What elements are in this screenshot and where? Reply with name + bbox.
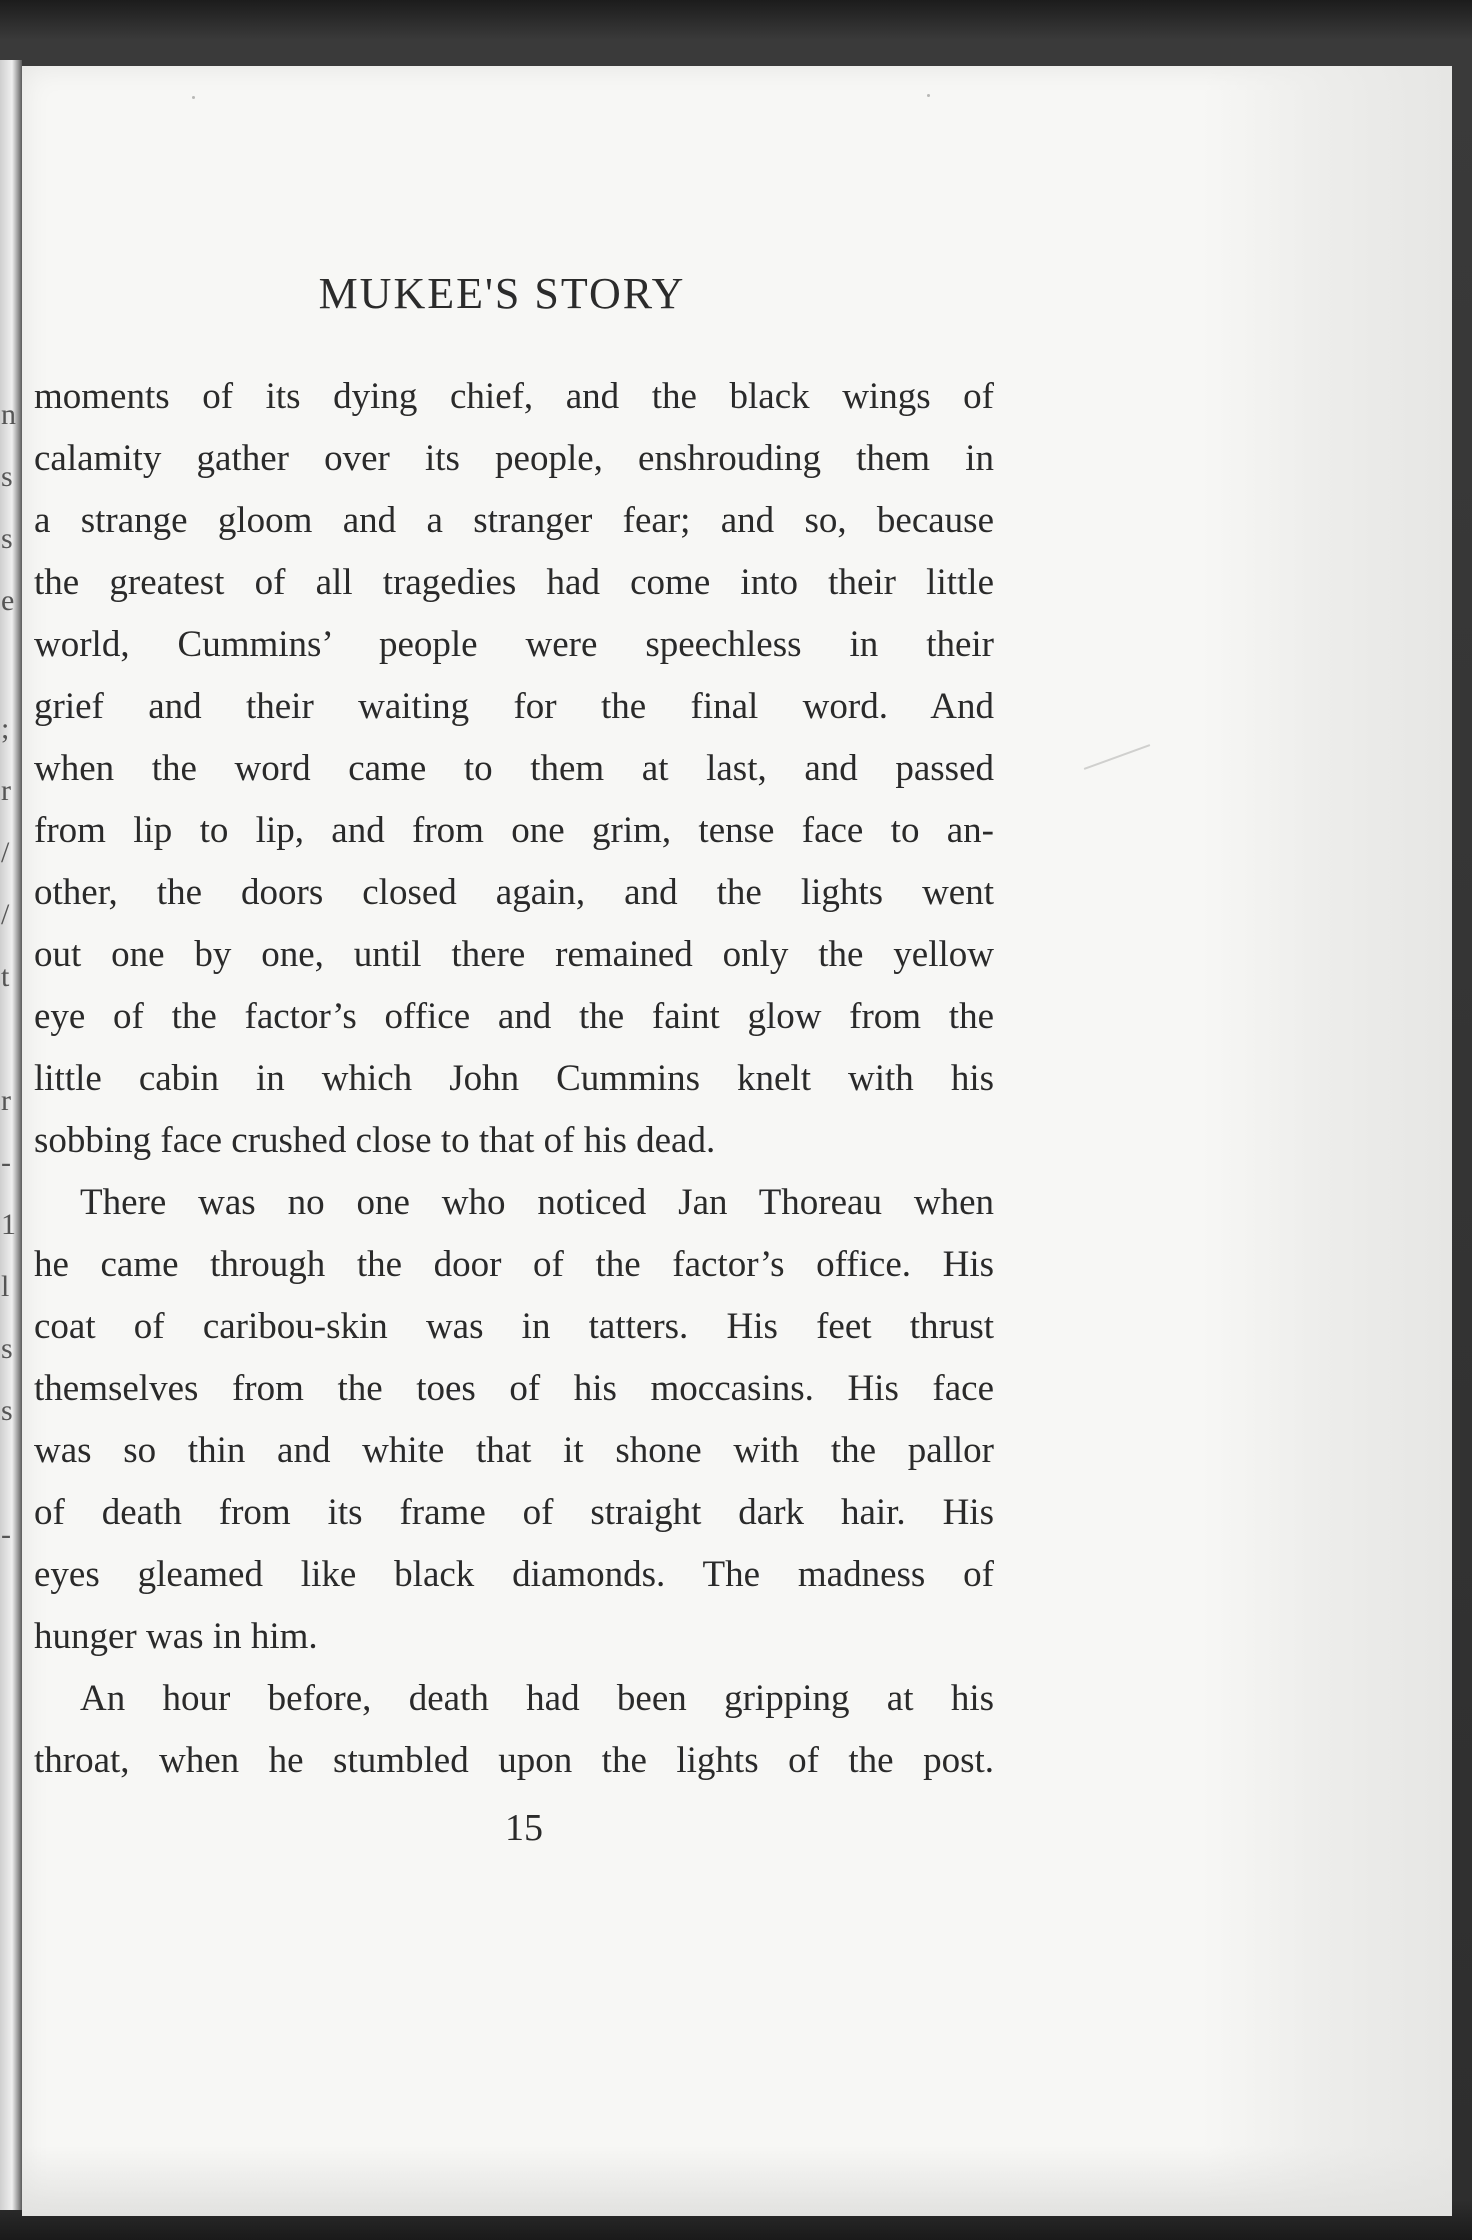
text-line: when the word came to them at last, and passed — [34, 748, 994, 789]
text-line: he came through the door of the factor’s office. His — [34, 1244, 994, 1285]
text-line: a strange gloom and a stranger fear; and so, because — [34, 500, 994, 541]
margin-letter-fragment: ; — [1, 712, 10, 745]
margin-letter-fragment: r — [1, 1084, 11, 1117]
margin-letter-fragment: s — [1, 1332, 13, 1365]
running-head: MUKEE'S STORY — [318, 269, 686, 318]
text-line: coat of caribou-skin was in tatters. His feet thrust — [34, 1306, 994, 1347]
margin-letter-fragment: s — [1, 1394, 13, 1427]
margin-letter-fragment: - — [1, 1146, 11, 1179]
margin-letter-fragment: n — [1, 398, 16, 431]
text-line: of death from its frame of straight dark hair. His — [34, 1492, 994, 1533]
text-line: An hour before, death had been gripping at his — [80, 1678, 994, 1719]
margin-letter-fragment: / — [1, 836, 10, 869]
page-bottom-shadow — [22, 2146, 1452, 2216]
text-line: was so thin and white that it shone with the pallor — [34, 1430, 994, 1471]
text-line: world, Cummins’ people were speechless in their — [34, 624, 994, 665]
text-line: themselves from the toes of his moccasins. His face — [34, 1368, 994, 1409]
body-text — [34, 366, 994, 1792]
page-gutter-shadow — [1202, 66, 1452, 2216]
text-line: moments of its dying chief, and the black wings of — [34, 376, 994, 417]
margin-letter-fragment: r — [1, 774, 11, 807]
text-line: eye of the factor’s office and the faint glow from the — [34, 996, 994, 1037]
margin-letter-fragment: s — [1, 522, 13, 555]
margin-letter-fragment: e — [1, 584, 15, 617]
margin-letter-fragment: l — [1, 1270, 10, 1303]
text-line: sobbing face crushed close to that of his dead. — [34, 1120, 716, 1161]
text-line: out one by one, until there remained only the yellow — [34, 934, 994, 975]
margin-letter-fragment: / — [1, 898, 10, 931]
text-line: from lip to lip, and from one grim, tense face to an- — [34, 810, 994, 851]
text-line: little cabin in which John Cummins knelt with his — [34, 1058, 994, 1099]
margin-letter-fragment: 1 — [1, 1208, 16, 1241]
text-line: hunger was in him. — [34, 1616, 318, 1657]
text-line: grief and their waiting for the final word. And — [34, 686, 994, 727]
text-line: other, the doors closed again, and the lights went — [34, 872, 994, 913]
text-line: calamity gather over its people, enshrouding them in — [34, 438, 994, 479]
margin-letter-fragment: t — [1, 960, 10, 993]
text-line: There was no one who noticed Jan Thoreau when — [80, 1182, 994, 1223]
margin-letter-fragment: - — [1, 1518, 11, 1551]
text-line: eyes gleamed like black diamonds. The madness of — [34, 1554, 994, 1595]
text-line: throat, when he stumbled upon the lights of the post. — [34, 1740, 994, 1781]
previous-page-margin-letters — [0, 0, 14, 2240]
margin-letter-fragment: s — [1, 460, 13, 493]
paper-speck — [927, 94, 930, 97]
paper-crease-mark — [1084, 744, 1150, 770]
text-line: the greatest of all tragedies had come into their little — [34, 562, 994, 603]
paper-speck — [192, 96, 195, 99]
book-page — [22, 66, 1452, 2216]
page-number: 15 — [505, 1807, 543, 1849]
